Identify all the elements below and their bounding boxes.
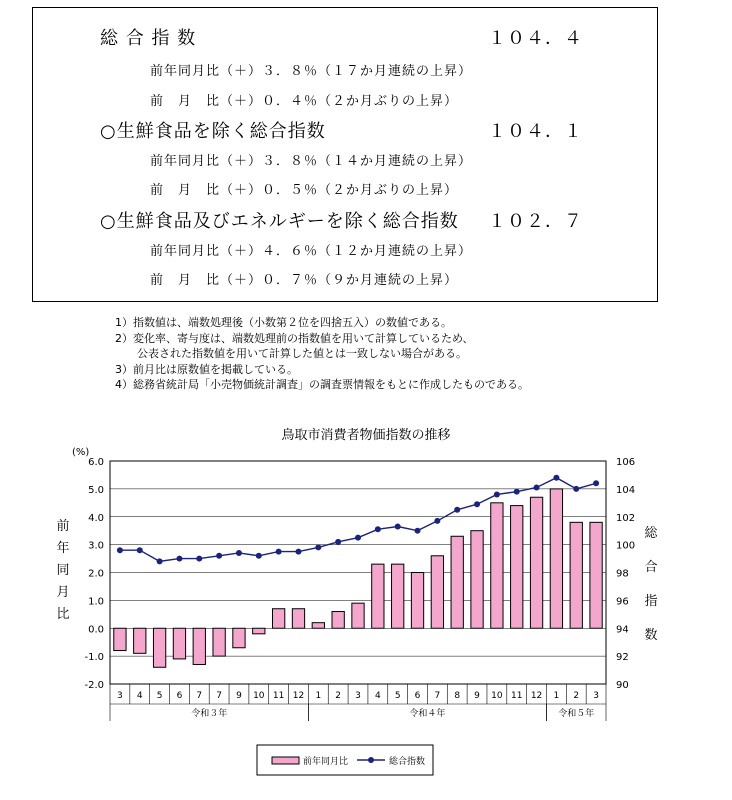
bar-yoy (570, 522, 582, 628)
bar-yoy (550, 489, 562, 628)
y-right-tick-label: 104 (616, 484, 636, 496)
bar-yoy (372, 564, 384, 628)
point-index (335, 539, 341, 545)
x-tick-label: 10 (253, 691, 265, 701)
bar-yoy (153, 628, 165, 667)
y-right-tick-label: 102 (616, 512, 636, 524)
summary-row-6-value: １０２．７ (488, 211, 583, 232)
summary-row-0-value: １０４．４ (488, 28, 583, 49)
x-tick-label: 3 (355, 691, 361, 701)
x-tick-label: 7 (216, 691, 222, 701)
point-index (494, 491, 500, 497)
y-right-tick-label: 92 (616, 652, 629, 664)
year-group-label: 令和４年 (409, 709, 446, 719)
note-4: 3）前月比は原数値を掲載している。 (115, 362, 298, 376)
bar-yoy (590, 522, 602, 628)
x-tick-label: 6 (414, 691, 421, 701)
x-tick-label: 3 (117, 691, 123, 701)
point-index (137, 547, 143, 553)
x-tick-label: 5 (394, 691, 401, 701)
point-index (434, 518, 440, 524)
point-index (454, 507, 460, 513)
bar-yoy (213, 628, 225, 656)
bar-yoy (292, 609, 304, 629)
x-tick-label: 11 (272, 691, 285, 701)
x-tick-label: 4 (136, 691, 143, 701)
y-right-tick-label: 106 (616, 457, 636, 468)
x-tick-label: 3 (593, 691, 599, 701)
x-tick-label: 9 (236, 691, 242, 701)
y-left-tick-label: 4.0 (88, 512, 104, 524)
bar-yoy (352, 603, 364, 628)
chart-title: 鳥取市消費者物価指数の推移 (281, 428, 451, 443)
x-tick-label: 1 (315, 691, 322, 701)
bar-yoy (431, 556, 443, 628)
legend-marker-index (368, 757, 374, 763)
x-tick-label: 10 (491, 691, 503, 701)
point-index (256, 553, 262, 559)
x-tick-label: 8 (454, 691, 461, 701)
point-index (573, 486, 579, 492)
x-tick-label: 12 (292, 691, 305, 701)
year-group-label: 令和３年 (191, 709, 228, 719)
point-index (236, 550, 242, 556)
legend-label-yoy: 前年同月比 (303, 757, 349, 767)
y-right-tick-label: 98 (616, 568, 629, 580)
x-tick-label: 1 (553, 691, 560, 701)
bar-yoy (471, 531, 483, 629)
point-index (355, 535, 361, 541)
y-right-title-char: 合 (644, 560, 658, 575)
summary-row-0-label: 総 合 指 数 (100, 28, 197, 49)
y-left-title-char: 月 (56, 585, 70, 600)
point-index (553, 475, 559, 481)
point-index (415, 528, 421, 534)
y-left-tick-label: 0.0 (88, 624, 104, 636)
y-right-tick-label: 100 (616, 540, 636, 552)
y-right-tick-label: 94 (616, 624, 629, 636)
y-right-tick-label: 90 (616, 680, 629, 691)
note-1: 1）指数値は、端数処理後（小数第２位を四捨五入）の数値である。 (115, 316, 452, 329)
y-left-tick-label: 6.0 (88, 457, 104, 468)
summary-row-8: 前 月 比（＋）０．７％（９か月連続の上昇） (150, 273, 459, 288)
bar-yoy (491, 503, 503, 628)
point-index (276, 549, 282, 555)
bar-yoy (451, 536, 463, 628)
note-3: 公表された指数値を用いて計算した値とは一致しない場合がある。 (115, 347, 467, 360)
legend-label-index: 総合指数 (389, 757, 426, 767)
summary-row-3-value: １０４．１ (488, 121, 583, 142)
point-index (117, 547, 123, 553)
y-right-title-char: 数 (644, 628, 658, 643)
bar-yoy (312, 623, 324, 629)
point-index (216, 553, 222, 559)
bar-yoy (511, 506, 523, 629)
y-left-tick-label: 3.0 (88, 540, 104, 552)
bar-yoy (193, 628, 205, 664)
legend-swatch-yoy (272, 757, 299, 764)
point-index (534, 484, 540, 490)
y-right-title-char: 総 (644, 526, 658, 541)
year-group-label: 令和５年 (558, 709, 595, 719)
y-right-tick-label: 96 (616, 596, 629, 608)
y-left-tick-label: 2.0 (88, 568, 104, 580)
point-index (474, 501, 480, 507)
point-index (176, 556, 182, 562)
y-left-title-char: 同 (56, 563, 70, 578)
x-tick-label: 12 (530, 691, 543, 701)
y-left-title-char: 比 (56, 607, 70, 622)
bar-yoy (233, 628, 245, 648)
x-tick-label: 6 (176, 691, 183, 701)
y-left-tick-label: 1.0 (88, 596, 104, 608)
summary-row-4: 前年同月比（＋）３．８％（１４か月連続の上昇） (150, 154, 473, 169)
point-index (395, 524, 401, 530)
bar-yoy (134, 628, 146, 653)
y-left-title-char: 前 (56, 519, 70, 534)
summary-row-1: 前年同月比（＋）３．８％（１７か月連続の上昇） (150, 64, 473, 79)
x-tick-label: 11 (510, 691, 523, 701)
bar-yoy (411, 573, 423, 629)
summary-row-7: 前年同月比（＋）４．６％（１２か月連続の上昇） (150, 244, 473, 259)
x-tick-label: 7 (434, 691, 441, 701)
note-2: 2）変化率、寄与度は、端数処理前の指数値を用いて計算しているため、 (115, 331, 474, 345)
y-left-tick-label: -2.0 (84, 680, 104, 691)
summary-row-6-label: ○生鮮食品及びエネルギーを除く総合指数 (100, 211, 459, 232)
bar-yoy (114, 628, 126, 650)
bar-yoy (332, 612, 344, 629)
point-index (514, 489, 520, 495)
bar-yoy (272, 609, 284, 629)
point-index (295, 549, 301, 555)
point-index (315, 544, 321, 550)
bar-yoy (392, 564, 404, 628)
bar-yoy (173, 628, 185, 659)
x-tick-label: 2 (573, 691, 580, 701)
bar-yoy (530, 497, 542, 628)
y-left-unit: (%) (72, 447, 90, 458)
point-index (593, 480, 599, 486)
note-5: 4）総務省統計局「小売物価統計調査」の調査票情報をもとに作成したものである。 (115, 378, 529, 391)
bar-yoy (253, 628, 265, 634)
point-index (157, 558, 163, 564)
y-left-tick-label: 5.0 (88, 484, 104, 496)
summary-row-2: 前 月 比（＋）０．４％（２か月ぶりの上昇） (150, 94, 459, 109)
y-left-title-char: 年 (56, 541, 70, 556)
point-index (196, 556, 202, 562)
y-left-tick-label: -1.0 (84, 652, 104, 664)
x-tick-label: 4 (374, 691, 381, 701)
x-tick-label: 2 (335, 691, 342, 701)
x-tick-label: 9 (474, 691, 480, 701)
summary-row-5: 前 月 比（＋）０．５％（２か月ぶりの上昇） (150, 183, 459, 198)
summary-row-3-label: ○生鮮食品を除く総合指数 (100, 121, 326, 142)
y-right-title-char: 指 (644, 594, 658, 609)
x-tick-label: 5 (156, 691, 163, 701)
x-tick-label: 7 (196, 691, 203, 701)
point-index (375, 526, 381, 532)
